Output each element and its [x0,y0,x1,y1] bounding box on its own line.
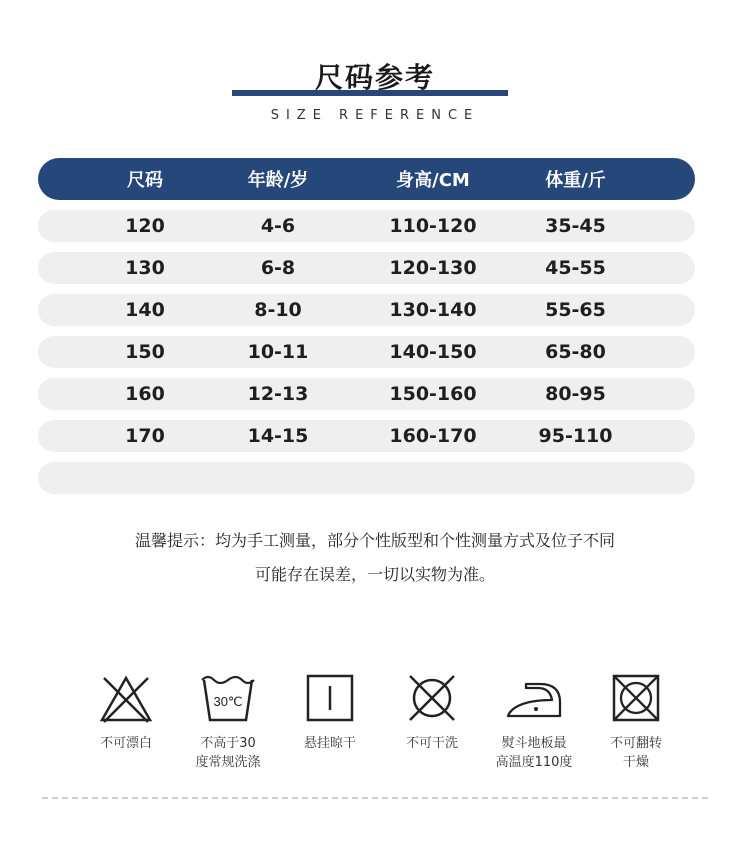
cell-height: 110-120 [389,215,477,237]
table-row [38,210,695,242]
note-line-1: 温馨提示：均为手工测量，部分个性版型和个性测量方式及位子不同 [134,531,615,550]
table-row [38,294,695,326]
cell-weight: 95-110 [538,425,613,447]
header-size: 尺码 [127,170,163,191]
care-item-no-tumble-dry [581,672,691,772]
wash-30-icon [198,672,258,726]
cell-age: 4-6 [260,215,296,237]
wash-temp-text: 30℃ [213,694,243,709]
cell-weight: 80-95 [545,383,606,405]
cell-height: 140-150 [389,341,477,363]
table-row [38,336,695,368]
cell-age [223,462,333,494]
iron-110-icon [504,672,564,726]
care-item-hang-dry [275,672,385,753]
cell-size [90,462,200,494]
size-table [38,158,695,504]
care-item-no-bleach [71,672,181,753]
table-row [38,420,695,452]
care-label [581,734,691,772]
cell-height: 120-130 [389,257,477,279]
cell-height: 130-140 [389,299,477,321]
cell-size: 160 [125,383,165,405]
bottom-divider [42,797,708,799]
cell-weight: 65-80 [545,341,606,363]
care-label-line2: 高温度110度 [495,755,573,770]
cell-age: 12-13 [247,383,309,405]
page-title: 尺码参考 [314,61,435,94]
care-item-wash-30 [173,672,283,772]
care-label [479,734,589,772]
header-height: 身高/CM [396,170,470,191]
cell-weight: 35-45 [545,215,606,237]
care-label-line1: 不可翻转 [609,736,662,751]
cell-size: 170 [125,425,165,447]
no-bleach-icon [96,672,156,726]
care-label-line2: 干燥 [622,755,649,770]
cell-height: 150-160 [389,383,477,405]
cell-age: 14-15 [247,425,309,447]
table-row-empty [38,462,695,494]
table-header-row [38,158,695,200]
header-weight: 体重/斤 [545,170,606,191]
cell-age: 8-10 [254,299,302,321]
table-row [38,378,695,410]
care-label-line1: 不高于30 [200,736,256,751]
care-item-iron [479,672,589,772]
cell-height: 160-170 [389,425,477,447]
title-wrap [0,56,750,96]
care-label: 不可干洗 [405,736,458,751]
cell-age: 6-8 [260,257,296,279]
page-subtitle: SIZE REFERENCE [270,108,480,123]
care-label: 不可漂白 [99,736,152,751]
care-label: 悬挂晾干 [303,736,356,751]
cell-age: 10-11 [247,341,309,363]
cell-height [368,462,498,494]
hang-dry-icon [300,672,360,726]
care-label [173,734,283,772]
cell-weight: 45-55 [545,257,606,279]
no-dry-clean-icon [402,672,462,726]
cell-size: 130 [125,257,165,279]
header-age: 年龄/岁 [247,170,309,191]
cell-size: 140 [125,299,165,321]
care-label-line2: 度常规洗涤 [195,755,261,770]
care-label-line1: 熨斗地板最 [501,736,567,751]
care-item-no-dry-clean [377,672,487,753]
table-row [38,252,695,284]
no-tumble-dry-icon [606,672,666,726]
note-line-2: 可能存在误差，一切以实物为准。 [254,565,495,584]
cell-size: 150 [125,341,165,363]
cell-weight [518,462,633,494]
cell-weight: 55-65 [545,299,606,321]
cell-size: 120 [125,215,165,237]
